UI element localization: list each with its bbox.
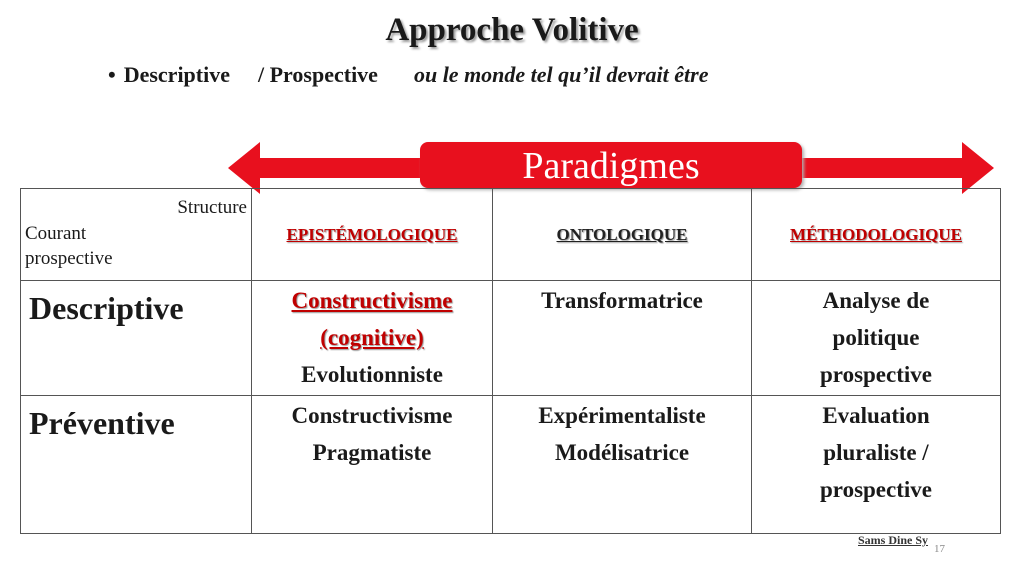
cell-descriptive-onto: Transformatrice [493,281,752,396]
cell-preventive-onto [493,396,752,534]
metho-line3: prospective [819,476,932,502]
constructivisme-red: Constructivisme [291,288,453,313]
table-header-row [21,189,1001,281]
paradigmes-banner: Paradigmes [420,142,802,188]
metho-line1: Analyse de [822,288,930,313]
cognitive-red: (cognitive) [320,324,424,350]
corner-cell [21,189,252,281]
subtitle-line [108,62,708,88]
subtitle-descriptive: Descriptive [123,62,230,87]
subtitle-italic: ou le monde tel qu’il devrait être [413,62,709,87]
slide-title: Approche Volitive [385,12,639,48]
metho-line2: pluraliste / [823,440,929,466]
bullet: • [108,62,116,87]
metho-line1: Evaluation [822,403,930,429]
epistemo-line2: Pragmatiste [312,440,432,466]
table-row [21,281,1001,396]
onto-line1: Expérimentaliste [538,403,706,429]
header-methodologique: MÉTHODOLOGIQUE [752,189,1001,281]
row-label-preventive: Préventive [21,396,252,534]
header-ontologique: ONTOLOGIQUE [493,189,752,281]
corner-courant: Courant [25,222,87,244]
corner-structure: Structure [177,197,247,218]
paradigm-table [20,188,1001,534]
subtitle-prospective: / Prospective [258,62,378,87]
page-number: 17 [934,543,945,555]
cell-descriptive-metho [752,281,1001,396]
cell-preventive-epistemo [252,396,493,534]
cell-preventive-metho [752,396,1001,534]
row-label-descriptive: Descriptive [21,281,252,396]
onto-line2: Modélisatrice [554,440,690,466]
cell-descriptive-epistemo [252,281,493,396]
author-footer: Sams Dine Sy [858,533,929,547]
epistemo-line1: Constructivisme [291,403,453,429]
metho-line3: prospective [819,361,932,387]
metho-line2: politique [832,324,920,350]
corner-prospective: prospective [25,248,113,270]
evolutionniste: Evolutionniste [301,361,443,387]
header-epistemologique: EPISTÉMOLOGIQUE [252,189,493,281]
table-row [21,396,1001,534]
